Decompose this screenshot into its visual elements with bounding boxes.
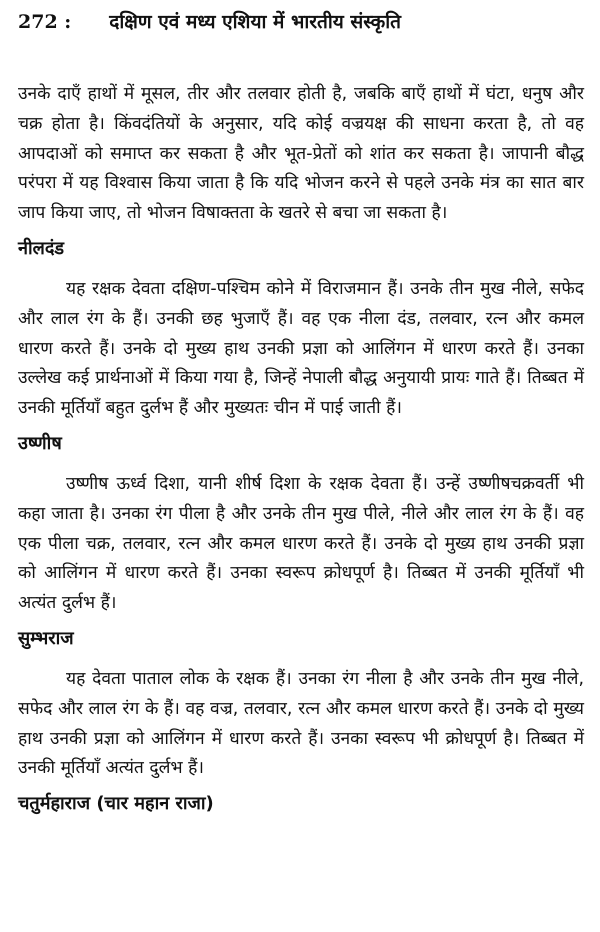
sumbharaj-paragraph: यह देवता पाताल लोक के रक्षक हैं। उनका रंग नीला है और उनके तीन मुख नीले, सफेद और लाल रंग के हैं। वह वज्र, तलवार, रत्न और कमल धारण करते हैं। उनके दो मुख्य हाथ उनकी प्रज्ञा को आलिंगन में धारण करते हैं। उनका स्वरूप भी क्रोधपूर्ण है। तिब्बत में उनकी मूर्तियाँ अत्यंत दुर्लभ हैं। <box>18 668 584 779</box>
nildand-paragraph: यह रक्षक देवता दक्षिण-पश्चिम कोने में विराजमान हैं। उनके तीन मुख नीले, सफेद और लाल रंग के हैं। उनकी छह भुजाएँ हैं। वह एक नीला दंड, तलवार, रत्न और कमल धारण करते हैं। उनके दो मुख्य हाथ उनकी प्रज्ञा को आलिंगन में धारण करते हैं। उनका उल्लेख कई प्रार्थनाओं में किया गया है, जिन्हें नेपाली बौद्ध अनुयायी प्रायः गाते हैं। तिब्बत में उनकी मूर्तियाँ बहुत दुर्लभ हैं और मुख्यतः चीन में पाई जाती हैं। <box>18 278 584 419</box>
section-heading-sumbharaj: सुम्भराज <box>18 627 74 649</box>
chapter-title: दक्षिण एवं मध्य एशिया में भारतीय संस्कृति <box>109 11 402 33</box>
section-heading-chaturmaharaj: चतुर्महाराज (चार महान राजा) <box>18 793 214 815</box>
ushnish-paragraph: उष्णीष ऊर्ध्व दिशा, यानी शीर्ष दिशा के रक्षक देवता हैं। उन्हें उष्णीषचक्रवर्ती भी कहा जाता है। उनका रंग पीला है और उनके तीन मुख पीले, नीले और लाल रंग के हैं। वह एक पीला चक्र, तलवार, रत्न और कमल धारण करते हैं। उनके दो मुख्य हाथ उनकी प्रज्ञा को आलिंगन में धारण करते हैं। उनका स्वरूप क्रोधपूर्ण है। तिब्बत में उनकी मूर्तियाँ भी अत्यंत दुर्लभ हैं। <box>18 473 584 614</box>
intro-paragraph: उनके दाएँ हाथों में मूसल, तीर और तलवार होती है, जबकि बाएँ हाथों में घंटा, धनुष और चक्र होता है। किंवदंतियों के अनुसार, यदि कोई वज्रयक्ष की साधना करता है, तो वह आपदाओं को समाप्त कर सकता है और भूत-प्रेतों को शांत कर सकता है। जापानी बौद्ध परंपरा में यह विश्वास किया जाता है कि यदि भोजन करने से पहले उनके मंत्र का सात बार जाप किया जाए, तो भोजन विषाक्तता के खतरे से बचा जा सकता है। <box>18 84 584 224</box>
page-header <box>18 10 584 34</box>
section-heading-ushnish: उष्णीष <box>18 432 62 454</box>
page-number: 272 : <box>18 11 72 33</box>
section-heading-nildand: नीलदंड <box>18 237 65 259</box>
